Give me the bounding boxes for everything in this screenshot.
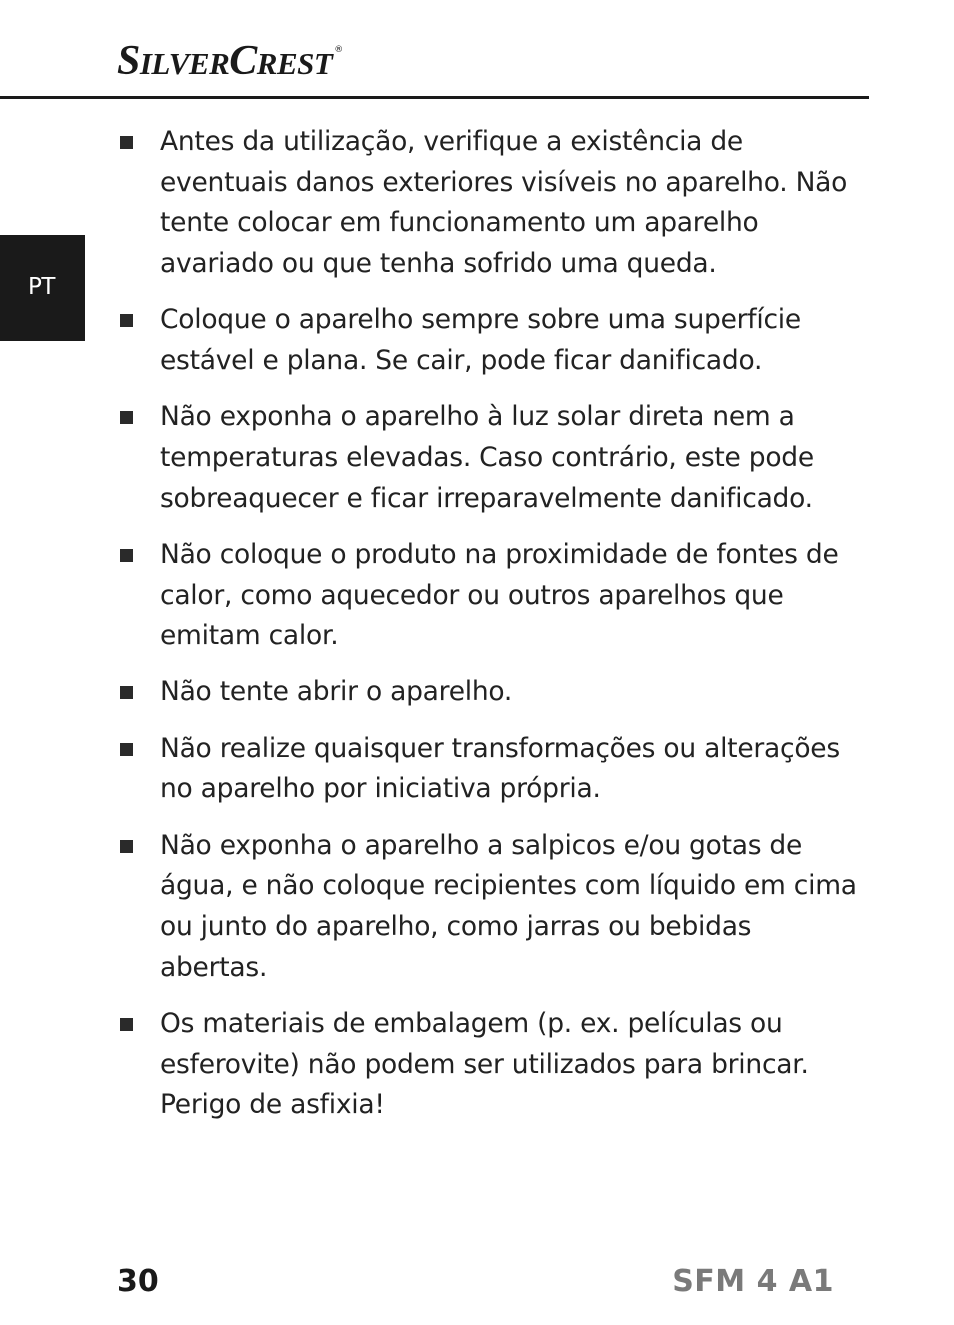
list-item xyxy=(117,122,857,285)
list-item xyxy=(117,672,857,713)
square-bullet-icon xyxy=(120,549,133,562)
list-item-text: Não realize quaisquer transformações ou alterações no aparelho por iniciativa própria. xyxy=(160,732,840,805)
logo-text-rest: REST xyxy=(256,46,333,81)
logo-text-ilver: ILVER xyxy=(139,46,230,81)
square-bullet-icon xyxy=(120,136,133,149)
square-bullet-icon xyxy=(120,686,133,699)
list-item-text: Antes da utilização, verifique a existência de eventuais danos exteriores visíveis no aparelho. Não tente colocar em funcionamento um aparelho avariado ou que tenha sofrido uma queda. xyxy=(160,126,848,280)
brand-logo xyxy=(117,40,343,82)
page-number: 30 xyxy=(117,1264,159,1299)
list-item-text: Não exponha o aparelho a salpicos e/ou gotas de água, e não coloque recipientes com líquido em cima ou junto do aparelho, como jarras ou bebidas abertas. xyxy=(160,829,857,983)
safety-instructions-list xyxy=(117,122,857,1141)
square-bullet-icon xyxy=(120,314,133,327)
list-item-text: Coloque o aparelho sempre sobre uma superfície estável e plana. Se cair, pode ficar danificado. xyxy=(160,304,801,377)
model-number: SFM 4 A1 xyxy=(672,1264,834,1299)
square-bullet-icon xyxy=(120,840,133,853)
list-item xyxy=(117,826,857,989)
list-item xyxy=(117,1004,857,1126)
registered-mark: ® xyxy=(334,45,343,55)
list-item-text: Não exponha o aparelho à luz solar direta nem a temperaturas elevadas. Caso contrário, este pode sobreaquecer e ficar irreparavelmente danificado. xyxy=(160,401,814,514)
list-item xyxy=(117,729,857,810)
list-item xyxy=(117,535,857,657)
list-item xyxy=(117,397,857,519)
language-tab-label: PT xyxy=(28,274,55,300)
list-item xyxy=(117,300,857,381)
logo-letter-s: S xyxy=(117,38,140,84)
header-divider xyxy=(0,96,869,99)
language-tab xyxy=(0,235,85,341)
square-bullet-icon xyxy=(120,1018,133,1031)
square-bullet-icon xyxy=(120,743,133,756)
square-bullet-icon xyxy=(120,411,133,424)
list-item-text: Os materiais de embalagem (p. ex. películas ou esferovite) não podem ser utilizados para brincar. Perigo de asfixia! xyxy=(160,1007,809,1121)
logo-letter-c: C xyxy=(229,38,257,84)
list-item-text: Não tente abrir o aparelho. xyxy=(160,676,513,708)
list-item-text: Não coloque o produto na proximidade de fontes de calor, como aquecedor ou outros aparelhos que emitam calor. xyxy=(160,538,839,652)
